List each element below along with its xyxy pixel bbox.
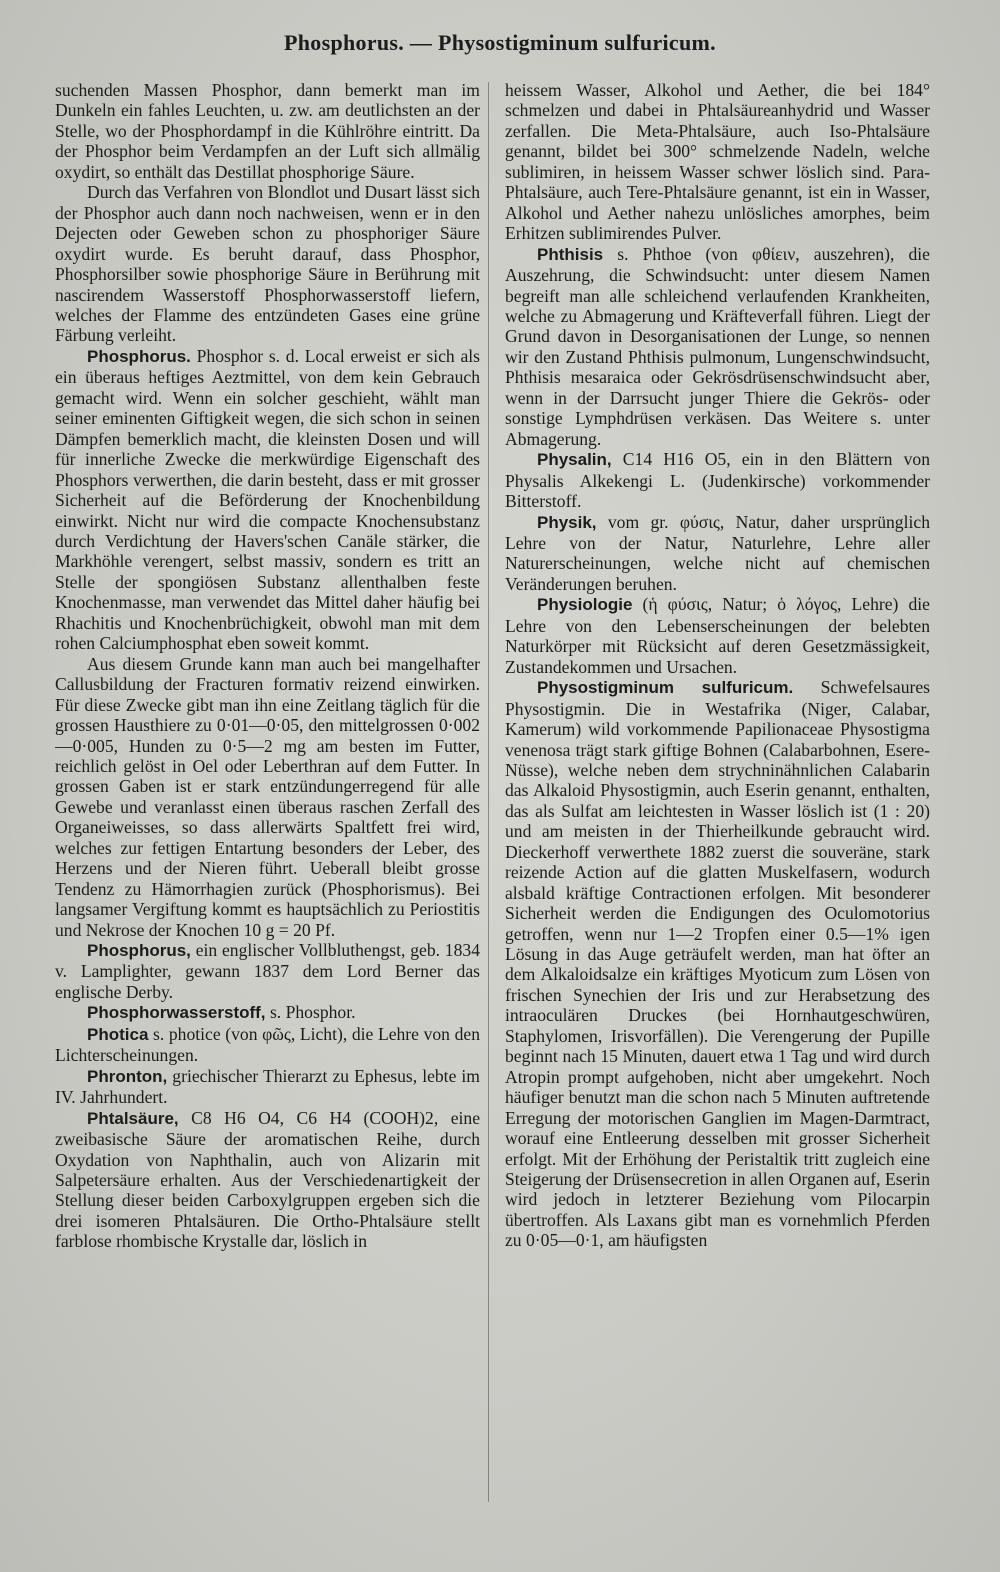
dictionary-entry xyxy=(55,940,480,1002)
entry-headword: Physalin, xyxy=(537,450,612,470)
entry-headword: Phtalsäure, xyxy=(87,1108,179,1128)
entry-headword: Photica xyxy=(87,1024,149,1044)
paragraph xyxy=(505,80,930,244)
entry-headword: Physostigminum sulfuricum. xyxy=(537,678,794,698)
dictionary-entry xyxy=(505,677,930,1251)
column-divider xyxy=(488,82,489,1502)
entry-text: C8 H6 O4, C6 H4 (COOH)2, eine zweibasische Säure der aromatischen Reihe, durch Oxydation von Naphthalin, auch von Alizarin mit Salpetersäure erhalten. Aus der Verschiedenartigkeit der Stellung dieser beiden Carboxylgruppen ergeben sich die drei isomeren Phtalsäuren. Die Ortho-Phtalsäure stellt farblose rhombische Krystalle dar, löslich in xyxy=(55,1107,480,1252)
right-column xyxy=(505,80,930,1251)
entry-headword: Physik, xyxy=(537,512,597,532)
page-header: Phosphorus. — Physostigminum sulfuricum. xyxy=(284,30,716,55)
entry-text: s. Phosphor. xyxy=(265,1002,356,1023)
entry-text: Aus diesem Grunde kann man auch bei mangelhafter Callusbildung der Fracturen formativ reizend einwirken. Für diese Zwecke gibt man ihn eine Zeitlang täglich für die grossen Hausthiere zu 0·01—0·05, den mittelgrossen 0·002—0·005, Hunden zu 0·5—2 mg am besten im Futter, reichlich gelöst in Oel oder Leberthran auf dem Futter. In grossen Gaben ist er stark entzündungerregend für alle Gewebe und veranlasst einen überaus raschen Zerfall des Organeiweisses, so dass allerwärts Spaltfett frei wird, welches zur fettigen Entartung besonders der Leber, des Herzens und der Nieren führt. Ueberall bleibt grosse Tendenz zu Hämorrhagien zurück (Phosphorismus). Bei langsamer Vergiftung kommt es hauptsächlich zu Periostitis und Nekrose der Knochen 10 g = 20 Pf. xyxy=(55,653,480,940)
entry-headword: Phosphorwasserstoff, xyxy=(87,1003,266,1023)
paragraph xyxy=(55,182,480,346)
left-column xyxy=(55,80,480,1252)
entry-text: Schwefelsaures Physostigmin. Die in Westafrika (Niger, Calabar, Kamerum) wild vorkommende Papilionaceae Physostigma venenosa trägt stark giftige Bohnen (Calabarbohnen, Esere-Nüsse), welche neben dem strychninähnlichen Calabarin das Alkaloid Physostigmin, auch Eserin genannt, enthalten, das als Sulfat am leichtesten in Wasser löslich ist (1 : 20) und am meisten in der Thierheilkunde gebraucht wird. Dieckerhoff verwerthete 1882 zuerst die souveräne, stark reizende Action auf die glatten Muskelfasern, wodurch alsbald kräftige Contractionen erfolgen. Mit besonderer Sicherheit werden die Endigungen des Oculomotorius getroffen, wenn nur 1—2 Tropfen einer 0.5—1% igen Lösung in das Auge geträufelt werden, man hat öfter an dem Alkaloidsalze ein kräftiges Myoticum zum Lösen von frischen Synechien der Iris und zur Herabsetzung des intraoculären Druckes (bei Hornhautgeschwüren, Staphylomen, Irisvorfällen). Die Verengerung der Pupille beginnt nach 15 Minuten, dauert etwa 1 Tag und wird durch Atropin prompt aufgehoben, nicht aber umgekehrt. Noch häufiger benutzt man die schon nach 5 Minuten auftretende Erregung der motorischen Ganglien im Magen-Darmtract, worauf eine Entleerung desselben mit grosser Sicherheit erfolgt. Mit der Erhöhung der Peristaltik tritt zugleich eine Steigerung der Drüsensecretion in allen Organen auf, Eserin wird jedoch in letzterer Beziehung vom Pilocarpin übertroffen. Als Laxans gibt man es vornehmlich Pferden zu 0·05—0·1, am häufigsten xyxy=(505,677,931,1251)
dictionary-entry xyxy=(505,449,930,511)
entry-text: Phosphor s. d. Local erweist er sich als ein überaus heftiges Aeztmittel, von dem kein Gebrauch gemacht wird. Wenn ein solcher geschieht, wählt man seiner eminenten Giftigkeit wegen, die sich schon in seinen Dämpfen bemerklich macht, die kleinsten Dosen und will für innerliche Zwecke die merkwürdige Eigenschaft des Phosphors verwerthen, die darin besteht, dass er mit grosser Sicherheit auf die Beförderung der Knochenbildung einwirkt. Nicht nur wird die compacte Knochensubstanz durch Verdichtung der Havers'schen Canäle stärker, die Markhöhle verengert, selbst massiv, sondern es tritt an Stelle der spongiösen Substanz allenthalben feste Knochenmasse, man verwendet das Mittel daher häufig bei Rhachitis und Knochenbrüchigkeit, obwohl man mit dem rohen Calciumphosphat eben soweit kommt. xyxy=(55,345,480,654)
dictionary-entry xyxy=(55,1066,480,1108)
entry-headword: Phthisis xyxy=(537,244,604,264)
entry-text: vom gr. φύσις, Natur, daher ursprünglich Lehre von der Natur, Naturlehre, Lehre aller Naturerscheinungen, welche nicht auf chemischen Veränderungen beruhen. xyxy=(505,511,930,594)
dictionary-entry xyxy=(55,1108,480,1252)
entry-headword: Phosphorus, xyxy=(87,941,191,961)
entry-text: C14 H16 O5, ein in den Blättern von Physalis Alkekengi L. (Judenkirsche) vorkommender Bitterstoff. xyxy=(505,449,930,512)
dictionary-entry xyxy=(505,594,930,677)
paragraph xyxy=(55,80,480,182)
entry-text: ein englischer Vollbluthengst, geb. 1834 v. Lamplighter, gewann 1837 dem Lord Berner das englische Derby. xyxy=(55,940,480,1002)
dictionary-entry xyxy=(55,1002,480,1023)
dictionary-entry xyxy=(55,1024,480,1066)
dictionary-entry xyxy=(505,244,930,450)
entry-headword: Phronton, xyxy=(87,1066,168,1086)
entry-headword: Phosphorus. xyxy=(87,346,191,366)
entry-text: Durch das Verfahren von Blondlot und Dusart lässt sich der Phosphor auch dann noch nachweisen, wenn er in den Dejecten oder Geweben schon zu phosphoriger Säure oxydirt wurde. Es beruht darauf, dass Phosphor, Phosphorsilber sowie phosphorige Säure in Berührung mit nascirendem Wasserstoff Phosphorwasserstoff liefern, welches der Flamme des entzündeten Gases eine grüne Färbung verleiht. xyxy=(55,182,480,346)
paragraph xyxy=(55,654,480,940)
entry-text: s. photice (von φῶς, Licht), die Lehre von den Lichterscheinungen. xyxy=(55,1023,480,1066)
entry-headword: Physiologie xyxy=(537,595,633,615)
entry-text: griechischer Thierarzt zu Ephesus, lebte im IV. Jahrhundert. xyxy=(55,1065,480,1108)
entry-text: s. Phthoe (von φθίειν, auszehren), die Auszehrung, die Schwindsucht: unter diesem Namen begreift man alle schleichend verlaufenden Krankheiten, welche zu Abmagerung und Kräfteverfall führen. Liegt der Grund davon in Desorganisationen der Lunge, so nennen wir den Zustand Phthisis pulmonum, Lungenschwindsucht, Phthisis mesaraica oder Gekrösdrüsenschwindsucht aber, wenn in der Darrsucht junger Thiere die Gekrös- oder sonstige Lymphdrüsen verkäsen. Das Weitere s. unter Abmagerung. xyxy=(505,243,930,449)
dictionary-entry xyxy=(55,346,480,654)
entry-text: (ἡ φύσις, Natur; ὁ λόγος, Lehre) die Lehre von den Lebenserscheinungen der belebten Naturkörper mit Rücksicht auf deren Gesetzmässigkeit, Zustandekommen und Ursachen. xyxy=(505,594,930,677)
entry-text: heissem Wasser, Alkohol und Aether, die bei 184° schmelzen und dabei in Phtalsäureanhydrid und Wasser zerfallen. Die Meta-Phtalsäure, auch Iso-Phtalsäure genannt, bildet bei 300° schmelzende Nadeln, welche sublimiren, in heissem Wasser schwer löslich sind. Para-Phtalsäure, auch Tere-Phtalsäure genannt, ist ein in Wasser, Alkohol und Aether nahezu unlösliches amorphes, beim Erhitzen sublimirendes Pulver. xyxy=(505,80,930,244)
dictionary-entry xyxy=(505,512,930,595)
entry-text: suchenden Massen Phosphor, dann bemerkt man im Dunkeln ein fahles Leuchten, u. zw. am deutlichsten an der Stelle, wo der Phosphordampf in die Kühlröhre eintritt. Da der Phosphor beim Verdampfen an der Luft sich allmälig oxydirt, so enthält das Destillat phosphorige Säure. xyxy=(55,80,480,182)
